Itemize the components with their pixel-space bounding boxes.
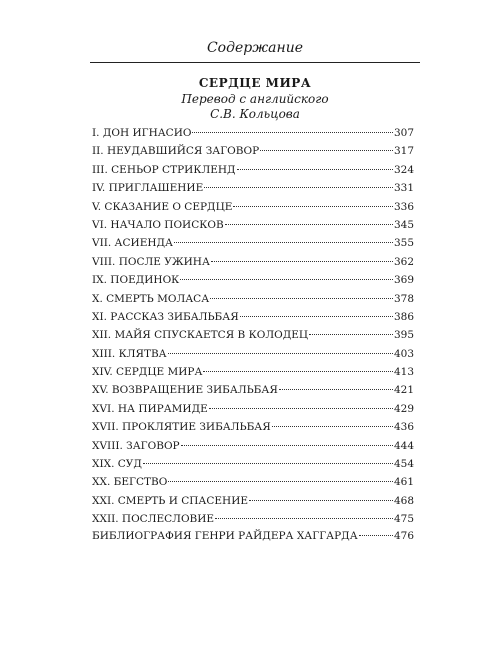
header-rule: [90, 62, 420, 63]
toc-entry-page: 475: [393, 513, 414, 526]
toc-entry-title: V. СКАЗАНИЕ О СЕРДЦЕ: [92, 200, 233, 213]
toc-entry-page: 421: [393, 384, 414, 397]
toc-entry-title: II. НЕУДАВШИЙСЯ ЗАГОВОР: [92, 145, 260, 158]
toc-entry-title: XI. РАССКАЗ ЗИБАЛЬБАЯ: [92, 310, 239, 323]
toc-entry-page: 413: [393, 366, 414, 379]
dot-leader: [260, 150, 393, 151]
dot-leader: [181, 445, 393, 446]
toc-entry-page: 395: [393, 329, 414, 342]
dot-leader: [210, 298, 393, 299]
toc-entry-page: 331: [393, 182, 414, 195]
dot-leader: [168, 481, 393, 482]
translator-name: С.В. Кольцова: [210, 107, 300, 121]
toc-entry-title: XIV. СЕРДЦЕ МИРА: [92, 366, 203, 379]
toc-entry[interactable]: [92, 182, 414, 200]
toc-entry-page: 307: [393, 127, 414, 139]
toc-entry-page: 403: [393, 347, 414, 360]
toc-entry-title: VIII. ПОСЛЕ УЖИНА: [92, 255, 210, 268]
dot-leader: [143, 463, 393, 464]
toc-entry[interactable]: [92, 403, 414, 421]
toc-entry-title: XV. ВОЗВРАЩЕНИЕ ЗИБАЛЬБАЯ: [92, 384, 278, 397]
toc-entry[interactable]: [92, 495, 414, 513]
toc-entry[interactable]: [92, 311, 414, 329]
toc-entry[interactable]: [92, 366, 414, 384]
dot-leader: [192, 132, 392, 133]
toc-entry-page: 324: [393, 163, 414, 176]
toc-entry-title: XXII. ПОСЛЕСЛОВИЕ: [92, 513, 215, 526]
toc-entry-page: 386: [393, 310, 414, 323]
toc-entry-title: XIII. КЛЯТВА: [92, 347, 167, 360]
bibliography-entry[interactable]: [92, 530, 414, 548]
dot-leader: [204, 187, 393, 188]
dot-leader: [359, 535, 393, 536]
toc-entry-title: XX. БЕГСТВО: [92, 476, 168, 489]
toc-entry-page: 461: [393, 476, 414, 489]
toc-entry-title: XIX. СУД: [92, 458, 142, 471]
toc-entry-page: 362: [393, 255, 414, 268]
toc-entry-title: III. СЕНЬОР СТРИКЛЕНД: [92, 163, 236, 176]
toc-entry-page: 345: [393, 218, 414, 231]
toc-entry[interactable]: [92, 219, 414, 237]
dot-leader: [279, 389, 393, 390]
bibliography-page: 476: [393, 530, 414, 542]
toc-entry[interactable]: [92, 274, 414, 292]
toc-entry[interactable]: [92, 201, 414, 219]
toc-entry-title: VI. НАЧАЛО ПОИСКОВ: [92, 218, 224, 231]
toc-entry-title: XVI. НА ПИРАМИДЕ: [92, 402, 208, 415]
dot-leader: [215, 518, 393, 519]
dot-leader: [180, 279, 393, 280]
dot-leader: [233, 206, 393, 207]
bibliography-title: БИБЛИОГРАФИЯ ГЕНРИ РАЙДЕРА ХАГГАРДА: [92, 530, 358, 542]
toc-entry[interactable]: [92, 458, 414, 476]
toc-entry-title: IX. ПОЕДИНОК: [92, 274, 180, 287]
toc-entry-page: 317: [393, 145, 414, 158]
toc-entry[interactable]: [92, 237, 414, 255]
toc-entry-page: 369: [393, 274, 414, 287]
toc-entry-title: I. ДОН ИГНАСИО: [92, 127, 192, 139]
book-title: СЕРДЦЕ МИРА: [198, 76, 312, 90]
toc-entry[interactable]: [92, 329, 414, 347]
toc-entry-page: 454: [393, 458, 414, 471]
dot-leader: [225, 224, 393, 225]
toc-entry[interactable]: [92, 256, 414, 274]
toc-entry[interactable]: [92, 513, 414, 531]
dot-leader: [168, 353, 393, 354]
toc-entry-title: XVIII. ЗАГОВОР: [92, 439, 180, 452]
toc-entry[interactable]: [92, 384, 414, 402]
toc-entry-title: XVII. ПРОКЛЯТИЕ ЗИБАЛЬБАЯ: [92, 421, 271, 434]
dot-leader: [272, 426, 393, 427]
toc-entry-title: XII. МАЙЯ СПУСКАЕТСЯ В КОЛОДЕЦ: [92, 329, 309, 342]
toc-entry[interactable]: [92, 164, 414, 182]
dot-leader: [174, 242, 393, 243]
toc-entry-page: 378: [393, 292, 414, 305]
dot-leader: [203, 371, 393, 372]
toc-entry[interactable]: [92, 421, 414, 439]
toc-entry-title: X. СМЕРТЬ МОЛАСА: [92, 292, 210, 305]
toc-entry-page: 468: [393, 494, 414, 507]
toc-entry-title: VII. АСИЕНДА: [92, 237, 174, 250]
toc-entry[interactable]: [92, 145, 414, 163]
toc-entry-page: 336: [393, 200, 414, 213]
toc-entry[interactable]: [92, 440, 414, 458]
dot-leader: [237, 169, 393, 170]
toc-entry-page: 429: [393, 402, 414, 415]
toc-entry-title: IV. ПРИГЛАШЕНИЕ: [92, 182, 204, 195]
toc-entry[interactable]: [92, 476, 414, 494]
toc-entry[interactable]: [92, 348, 414, 366]
running-header: Содержание: [206, 40, 304, 56]
dot-leader: [240, 316, 393, 317]
toc-entry[interactable]: [92, 127, 414, 145]
toc-entry-title: XXI. СМЕРТЬ И СПАСЕНИЕ: [92, 494, 249, 507]
toc-entry-page: 444: [393, 439, 414, 452]
dot-leader: [211, 261, 393, 262]
translation-note: Перевод с английского: [181, 92, 329, 106]
toc-entry-page: 436: [393, 421, 414, 434]
table-of-contents: [92, 127, 414, 532]
toc-entry-page: 355: [393, 237, 414, 250]
dot-leader: [249, 500, 393, 501]
toc-entry[interactable]: [92, 293, 414, 311]
dot-leader: [309, 334, 393, 335]
dot-leader: [209, 408, 393, 409]
